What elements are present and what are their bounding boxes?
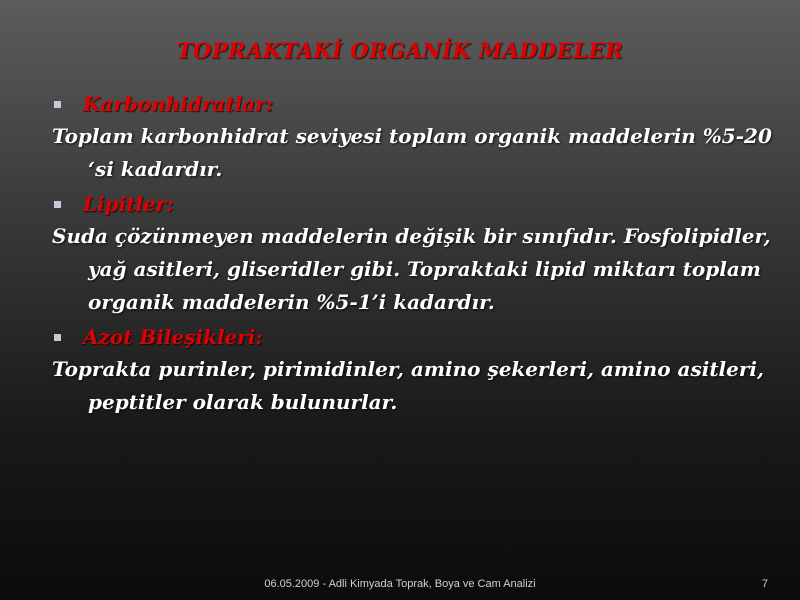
- square-bullet-icon: [54, 101, 61, 108]
- section-text: Toplam karbonhidrat seviyesi toplam organik maddelerin %5-20 ‘si kadardır.: [52, 124, 772, 181]
- bullet-item-lipids: [52, 188, 772, 220]
- slide-footer: 06.05.2009 - Adli Kimyada Toprak, Boya ve Cam Analizi: [264, 578, 536, 590]
- bullet-item-carbohydrates: [52, 88, 772, 120]
- section-heading: Karbonhidratlar:: [83, 92, 274, 116]
- page-number: 7: [761, 578, 768, 590]
- slide-title: TOPRAKTAKİ ORGANİK MADDELER: [176, 38, 624, 63]
- section-heading: Azot Bileşikleri:: [83, 325, 263, 349]
- section-text: Toprakta purinler, pirimidinler, amino şekerleri, amino asitleri, peptitler olarak bulunurlar.: [52, 357, 764, 414]
- square-bullet-icon: [54, 201, 61, 208]
- square-bullet-icon: [54, 334, 61, 341]
- bullet-item-nitrogen: [52, 321, 772, 353]
- slide-content: [52, 88, 772, 421]
- section-text: Suda çözünmeyen maddelerin değişik bir sınıfıdır. Fosfolipidler, yağ asitleri, gliseridler gibi. Topraktaki lipid miktarı toplam organik maddelerin %5-1’i kadardır.: [52, 224, 771, 314]
- section-heading: Lipitler:: [83, 192, 174, 216]
